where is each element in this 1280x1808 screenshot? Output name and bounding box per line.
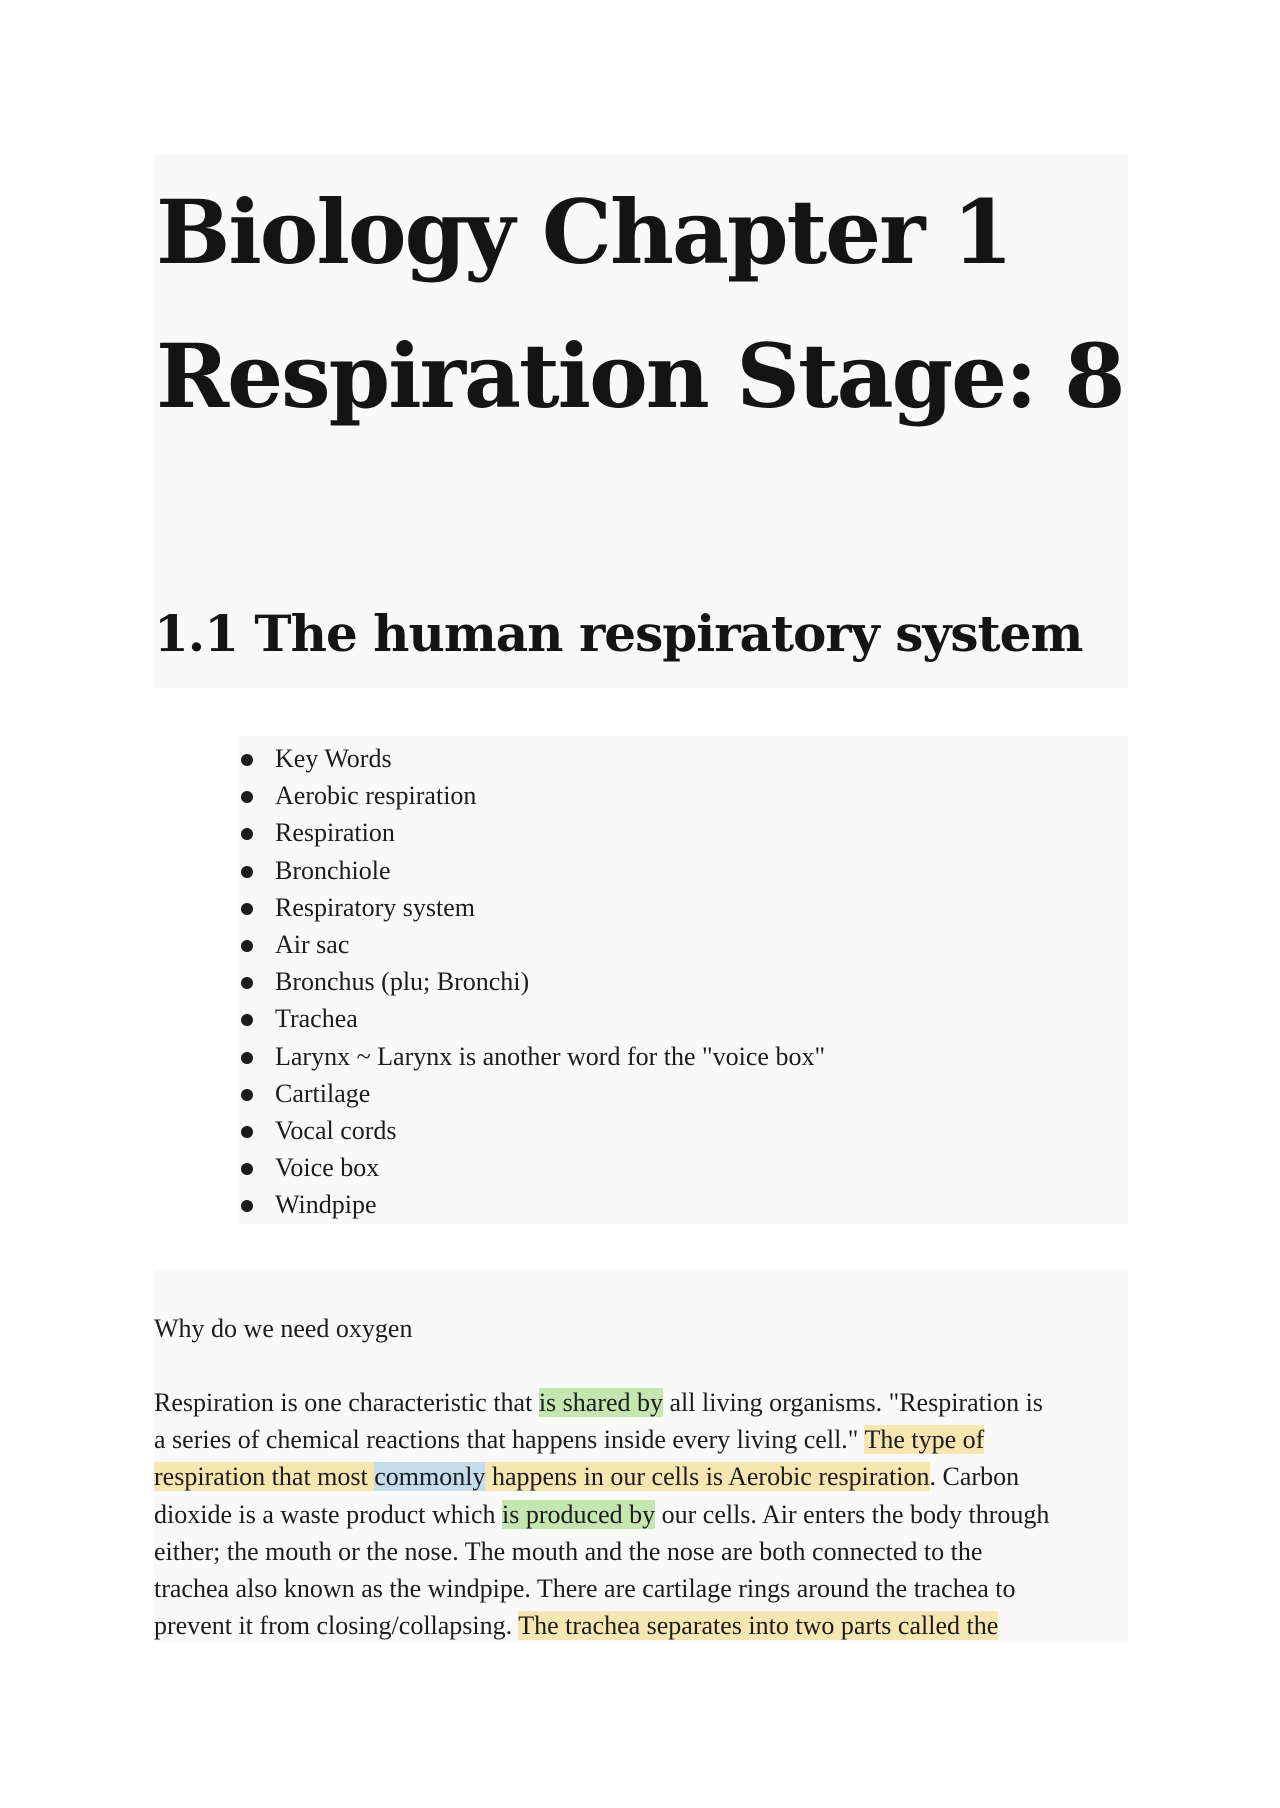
list-item-text: Air sac: [275, 929, 350, 959]
text-run: . Carbon: [929, 1462, 1020, 1492]
paragraph-line: [154, 1421, 1128, 1458]
paragraph-line: trachea also known as the windpipe. There are cartilage rings around the trachea to: [154, 1574, 1016, 1604]
list-item-text: Vocal cords: [275, 1115, 397, 1145]
highlight-blue: commonly: [374, 1462, 486, 1492]
paragraph-line: either; the mouth or the nose. The mouth and the nose are both connected to the: [154, 1536, 983, 1566]
title-block: [154, 154, 1128, 688]
bullet-icon: [241, 1052, 253, 1064]
list-item: [237, 740, 825, 777]
list-item: [237, 889, 825, 926]
list-item: [237, 926, 825, 963]
keywords-list: [237, 740, 825, 1223]
title-line-2: Respiration Stage: 8: [156, 324, 1124, 428]
bullet-icon: [241, 754, 253, 766]
highlight-green: is produced by: [502, 1499, 656, 1529]
text-run: Respiration is one characteristic that: [154, 1388, 539, 1417]
paragraph-line: [154, 1384, 1128, 1421]
list-item-text: Voice box: [275, 1153, 380, 1183]
list-item-text: Key Words: [275, 744, 392, 773]
text-run: all living organisms. "Respiration is: [663, 1388, 1043, 1417]
subheading: Why do we need oxygen: [154, 1314, 413, 1343]
list-item-text: Respiratory system: [275, 892, 476, 922]
keywords-block: [237, 736, 1128, 1224]
text-run: our cells. Air enters the body through: [655, 1499, 1050, 1529]
bullet-icon: [241, 940, 253, 952]
list-item-text: Aerobic respiration: [275, 781, 477, 811]
list-item-text: Trachea: [275, 1004, 358, 1034]
list-item: [237, 963, 825, 1000]
bullet-icon: [241, 828, 253, 840]
bullet-icon: [241, 866, 253, 878]
paragraph-line: [154, 1496, 1128, 1533]
highlight-green: is shared by: [538, 1388, 664, 1417]
list-item-text: Larynx ~ Larynx is another word for the "voice box": [275, 1041, 826, 1071]
highlight-yellow: The type of: [864, 1425, 985, 1455]
paragraph-line: [154, 1458, 1128, 1495]
list-item-text: Bronchus (plu; Bronchi): [275, 967, 530, 997]
list-item: [237, 1112, 825, 1149]
body-text-block: [154, 1270, 1128, 1642]
title-line-1: Biology Chapter 1: [156, 180, 1012, 284]
bullet-icon: [241, 1200, 253, 1212]
bullet-icon: [241, 791, 253, 803]
list-item: [237, 1075, 825, 1112]
highlight-yellow: The trachea separates into two parts called the: [518, 1611, 999, 1641]
bullet-icon: [241, 903, 253, 915]
list-item: [237, 777, 825, 814]
paragraph: [154, 1384, 1128, 1642]
highlight-yellow: respiration that most: [154, 1462, 375, 1492]
text-run: dioxide is a waste product which: [154, 1499, 503, 1529]
text-run: prevent it from closing/collapsing.: [154, 1611, 519, 1641]
list-item: [237, 814, 825, 851]
list-item: [237, 1186, 825, 1223]
bullet-icon: [241, 1014, 253, 1026]
bullet-icon: [241, 1126, 253, 1138]
bullet-icon: [241, 1089, 253, 1101]
highlight-yellow: happens in our cells is Aerobic respiration: [485, 1462, 930, 1492]
bullet-icon: [241, 977, 253, 989]
section-heading: 1.1 The human respiratory system: [154, 604, 1083, 663]
text-run: a series of chemical reactions that happens inside every living cell.": [154, 1425, 865, 1455]
list-item-text: Windpipe: [275, 1190, 377, 1220]
document-title: [156, 160, 1124, 448]
list-item-text: Cartilage: [275, 1078, 371, 1108]
paragraph-line: [154, 1607, 1128, 1642]
list-item: [237, 1038, 825, 1075]
list-item: [237, 1149, 825, 1186]
bullet-icon: [241, 1163, 253, 1175]
list-item: [237, 852, 825, 889]
list-item-text: Respiration: [275, 818, 395, 848]
list-item-text: Bronchiole: [275, 855, 391, 885]
list-item: [237, 1000, 825, 1037]
